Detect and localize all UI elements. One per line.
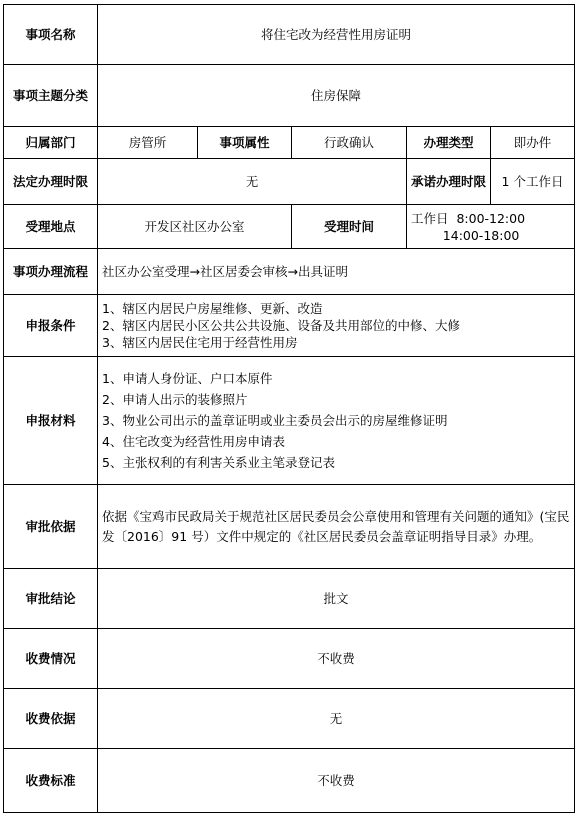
- row-fee-basis: [4, 689, 575, 749]
- time-line: 14:00-18:00: [411, 227, 520, 243]
- type-label: 办理类型: [407, 127, 491, 159]
- row-fee: [4, 629, 575, 689]
- legal-limit-label: 法定办理时限: [4, 159, 98, 205]
- list-item: 1、申请人身份证、户口本原件: [102, 371, 273, 386]
- dept-label: 归属部门: [4, 127, 98, 159]
- attr-label: 事项属性: [198, 127, 292, 159]
- materials-label: 申报材料: [4, 357, 98, 485]
- row-item-name: [4, 5, 575, 65]
- list-item: 4、住宅改变为经营性用房申请表: [102, 434, 285, 449]
- service-item-table: [3, 4, 575, 813]
- basis-label: 审批依据: [4, 485, 98, 569]
- conditions-label: 申报条件: [4, 295, 98, 357]
- fee-value: 不收费: [98, 629, 575, 689]
- type-value: 即办件: [491, 127, 575, 159]
- location-value: 开发区社区办公室: [98, 205, 292, 249]
- row-basis: [4, 485, 575, 569]
- fee-basis-value: 无: [98, 689, 575, 749]
- row-conclusion: [4, 569, 575, 629]
- list-item: 3、辖区内居民住宅用于经营性用房: [102, 335, 298, 350]
- list-item: 2、辖区内居民小区公共公共设施、设备及共用部位的中修、大修: [102, 318, 460, 333]
- list-item: 3、物业公司出示的盖章证明或业主委员会出示的房屋维修证明: [102, 413, 448, 428]
- conclusion-label: 审批结论: [4, 569, 98, 629]
- fee-label: 收费情况: [4, 629, 98, 689]
- list-item: 5、主张权利的有利害关系业主笔录登记表: [102, 455, 335, 470]
- row-theme: [4, 65, 575, 127]
- time-value: [407, 205, 575, 249]
- fee-basis-label: 收费依据: [4, 689, 98, 749]
- promise-limit-value: 1 个工作日: [491, 159, 575, 205]
- attr-value: 行政确认: [292, 127, 407, 159]
- row-time-limit: [4, 159, 575, 205]
- fee-standard-label: 收费标准: [4, 749, 98, 813]
- theme-label: 事项主题分类: [4, 65, 98, 127]
- process-label: 事项办理流程: [4, 249, 98, 295]
- time-line: 工作日 8:00-12:00: [411, 210, 526, 226]
- conditions-list: [98, 295, 575, 357]
- theme-value: 住房保障: [98, 65, 575, 127]
- row-location: [4, 205, 575, 249]
- time-label: 受理时间: [292, 205, 407, 249]
- list-item: 2、申请人出示的装修照片: [102, 392, 248, 407]
- item-name-label: 事项名称: [4, 5, 98, 65]
- dept-value: 房管所: [98, 127, 198, 159]
- basis-value: 依据《宝鸡市民政局关于规范社区居民委员会公章使用和管理有关问题的通知》(宝民发〔2016〕91 号）文件中规定的《社区居民委员会盖章证明指导目录》办理。: [98, 485, 575, 569]
- row-dept: [4, 127, 575, 159]
- fee-standard-value: 不收费: [98, 749, 575, 813]
- row-fee-standard: [4, 749, 575, 813]
- promise-limit-label: 承诺办理时限: [407, 159, 491, 205]
- item-name-value: 将住宅改为经营性用房证明: [98, 5, 575, 65]
- row-conditions: [4, 295, 575, 357]
- process-value: 社区办公室受理→社区居委会审核→出具证明: [98, 249, 575, 295]
- legal-limit-value: 无: [98, 159, 407, 205]
- materials-list: [98, 357, 575, 485]
- row-process: [4, 249, 575, 295]
- conclusion-value: 批文: [98, 569, 575, 629]
- location-label: 受理地点: [4, 205, 98, 249]
- list-item: 1、辖区内居民户房屋维修、更新、改造: [102, 301, 323, 316]
- row-materials: [4, 357, 575, 485]
